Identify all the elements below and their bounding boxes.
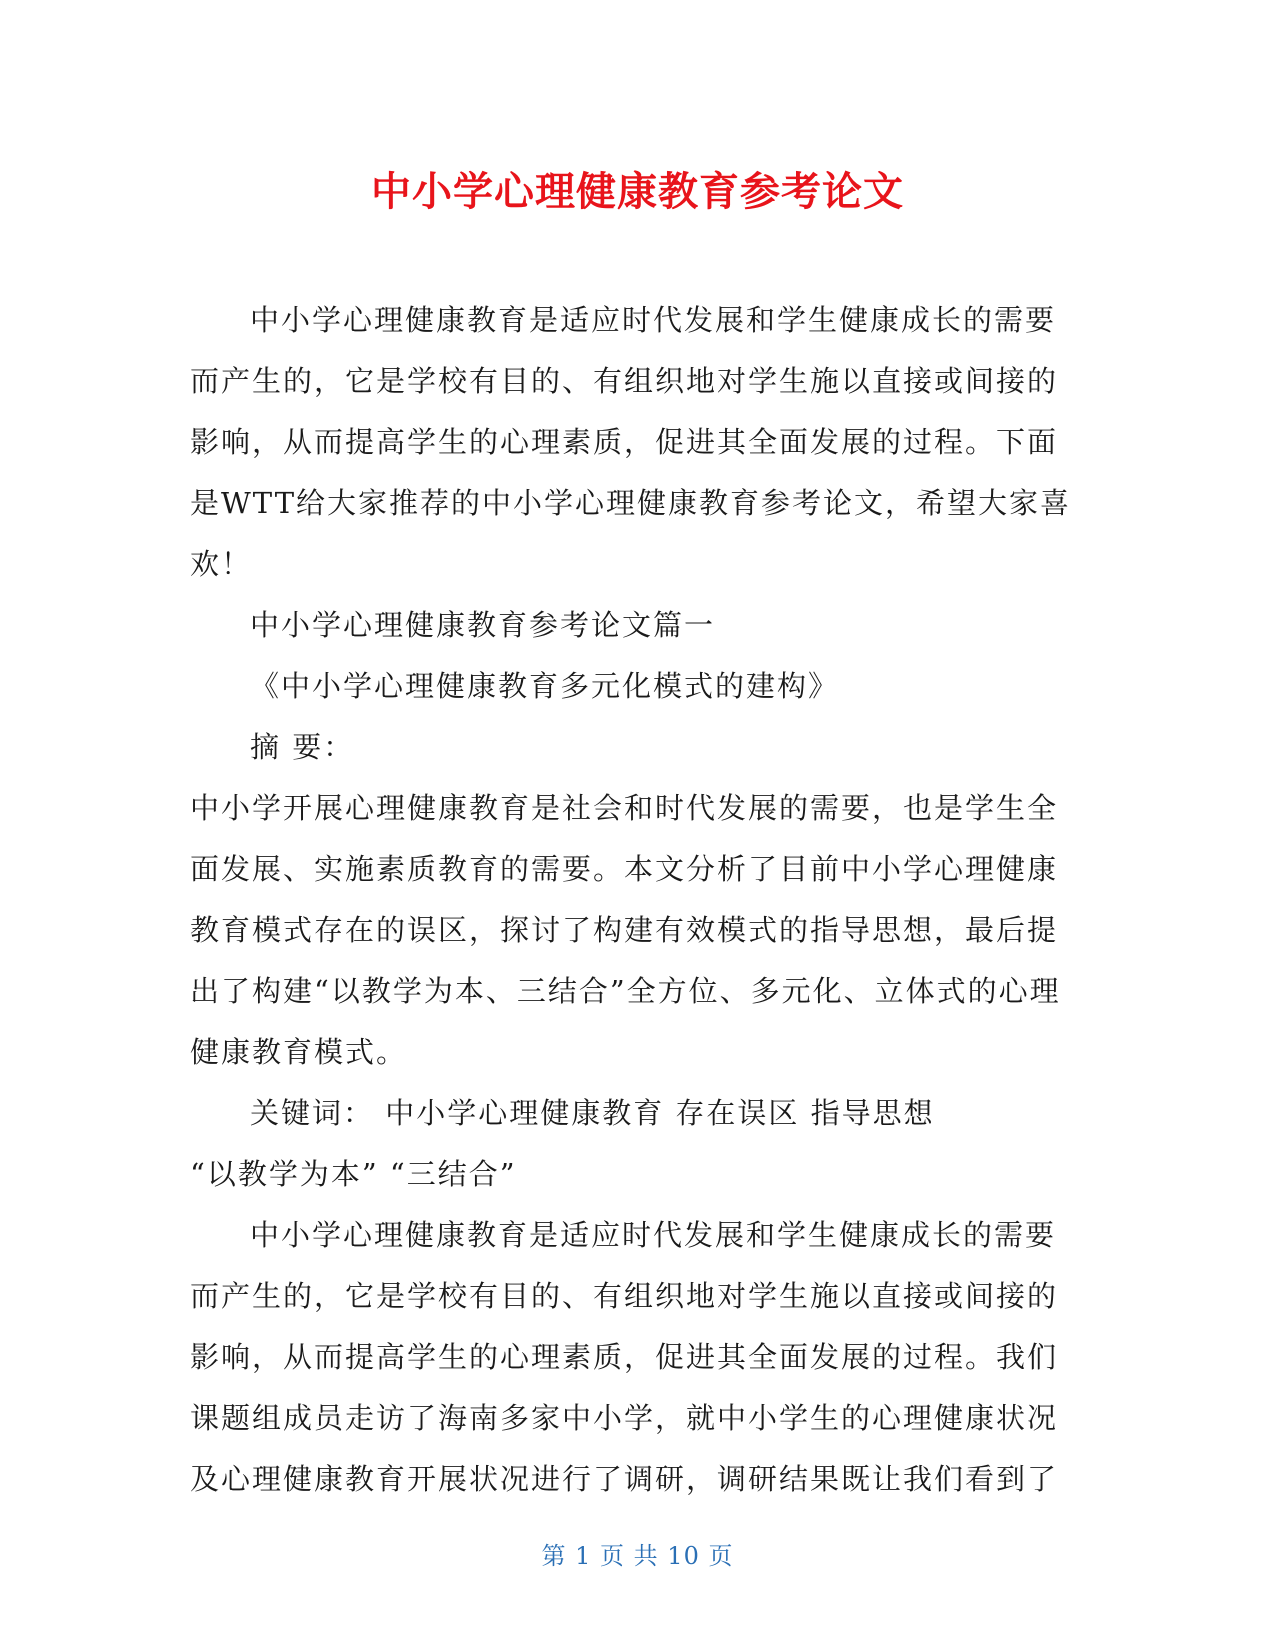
document-title: 中小学心理健康教育参考论文 xyxy=(371,169,904,215)
section-heading: 中小学心理健康教育参考论文篇一 xyxy=(250,608,716,642)
intro-paragraph: 中小学心理健康教育是适应时代发展和学生健康成长的需要而产生的，它是学校有目的、有组织地对学生施以直接或间接的影响，从而提高学生的心理素质，促进其全面发展的过程。下面是WTT给大家推荐的中小学心理健康教育参考论文，希望大家喜欢！ xyxy=(190,303,1072,581)
article-title: 《中小学心理健康教育多元化模式的建构》 xyxy=(250,669,840,703)
page-number-footer: 第 1 页 共 10 页 xyxy=(541,1542,734,1570)
keywords-continuation: “以教学为本” “三结合” xyxy=(190,1157,517,1191)
abstract-label: 摘 要： xyxy=(250,730,355,764)
document-body xyxy=(190,290,1080,1510)
abstract-paragraph: 中小学开展心理健康教育是社会和时代发展的需要，也是学生全面发展、实施素质教育的需要。本文分析了目前中小学心理健康教育模式存在的误区，探讨了构建有效模式的指导思想，最后提出了构建“以教学为本、三结合”全方位、多元化、立体式的心理健康教育模式。 xyxy=(190,791,1061,1069)
keywords-line: 关键词： 中小学心理健康教育 存在误区 指导思想 xyxy=(250,1096,935,1130)
body-paragraph: 中小学心理健康教育是适应时代发展和学生健康成长的需要而产生的，它是学校有目的、有组织地对学生施以直接或间接的影响，从而提高学生的心理素质，促进其全面发展的过程。我们课题组成员走访了海南多家中小学，就中小学生的心理健康状况及心理健康教育开展状况进行了调研，调研结果既让我们看到了 xyxy=(190,1218,1059,1496)
